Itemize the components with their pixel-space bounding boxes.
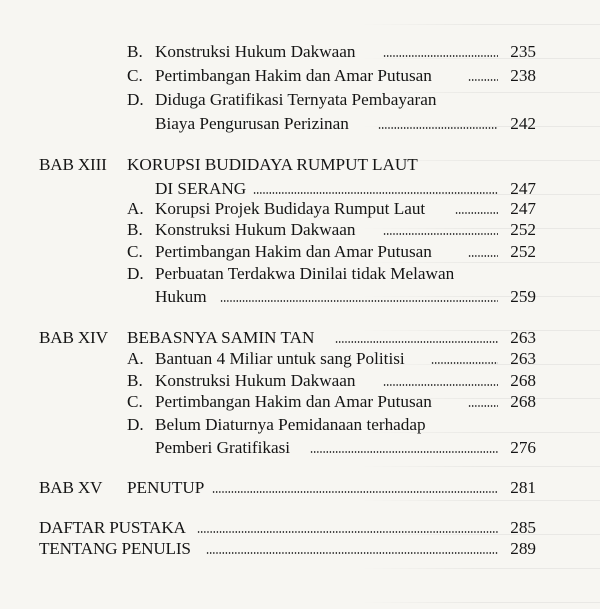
dot-leader bbox=[383, 384, 498, 386]
entry-title-continued: Pemberi Gratifikasi bbox=[155, 438, 291, 457]
dot-leader bbox=[468, 255, 498, 257]
entry-title-continued: Biaya Pengurusan Perizinan bbox=[155, 114, 349, 133]
entry-page-number: 235 bbox=[510, 42, 536, 61]
section-page-number: 285 bbox=[510, 518, 536, 537]
entry-title-continued: Hukum bbox=[155, 287, 207, 306]
chapter-label: BAB XIV bbox=[39, 328, 108, 347]
dot-leader bbox=[220, 300, 498, 302]
dot-leader bbox=[212, 491, 498, 493]
chapter-label: BAB XIII bbox=[39, 155, 107, 174]
entry-letter: C. bbox=[127, 392, 143, 411]
toc-entry-xii-d-line1[interactable] bbox=[0, 87, 600, 113]
entry-letter: B. bbox=[127, 42, 143, 61]
entry-title: Konstruksi Hukum Dakwaan bbox=[155, 220, 356, 239]
entry-letter: C. bbox=[127, 242, 143, 261]
entry-page-number: 247 bbox=[510, 199, 536, 218]
toc-entry-xiv-d-line2[interactable] bbox=[0, 435, 600, 461]
entry-letter: A. bbox=[127, 349, 144, 368]
entry-page-number: 242 bbox=[510, 114, 536, 133]
toc-entry-xii-d-line2[interactable] bbox=[0, 111, 600, 137]
entry-letter: D. bbox=[127, 415, 144, 434]
entry-title: Konstruksi Hukum Dakwaan bbox=[155, 371, 356, 390]
chapter-title: BEBASNYA SAMIN TAN bbox=[127, 328, 315, 347]
entry-letter: B. bbox=[127, 371, 143, 390]
chapter-page-number: 281 bbox=[510, 478, 536, 497]
entry-letter: D. bbox=[127, 90, 144, 109]
entry-page-number: 268 bbox=[510, 392, 536, 411]
toc-chapter-xiii-line1[interactable] bbox=[0, 152, 600, 178]
dot-leader bbox=[378, 127, 498, 129]
chapter-title: KORUPSI BUDIDAYA RUMPUT LAUT bbox=[127, 155, 418, 174]
entry-title: Korupsi Projek Budidaya Rumput Laut bbox=[155, 199, 426, 218]
dot-leader bbox=[468, 79, 498, 81]
entry-page-number: 238 bbox=[510, 66, 536, 85]
entry-page-number: 252 bbox=[510, 242, 536, 261]
entry-title: Perbuatan Terdakwa Dinilai tidak Melawan bbox=[155, 264, 455, 283]
entry-page-number: 268 bbox=[510, 371, 536, 390]
dot-leader bbox=[383, 233, 498, 235]
section-page-number: 289 bbox=[510, 539, 536, 558]
dot-leader bbox=[468, 405, 498, 407]
chapter-page-number: 263 bbox=[510, 328, 536, 347]
entry-title: Pertimbangan Hakim dan Amar Putusan bbox=[155, 242, 432, 261]
entry-title: Diduga Gratifikasi Ternyata Pembayaran bbox=[155, 90, 437, 109]
chapter-title-continued: DI SERANG bbox=[155, 179, 247, 198]
entry-letter: D. bbox=[127, 264, 144, 283]
dot-leader bbox=[431, 362, 498, 364]
entry-title: Belum Diaturnya Pemidanaan terhadap bbox=[155, 415, 426, 434]
entry-page-number: 252 bbox=[510, 220, 536, 239]
chapter-title: PENUTUP bbox=[127, 478, 205, 497]
toc-entry-xiii-d-line2[interactable] bbox=[0, 284, 600, 310]
entry-letter: C. bbox=[127, 66, 143, 85]
section-title: DAFTAR PUSTAKA bbox=[39, 518, 186, 537]
toc-entry-xii-c[interactable] bbox=[0, 63, 600, 89]
entry-page-number: 276 bbox=[510, 438, 536, 457]
dot-leader bbox=[310, 451, 498, 453]
dot-leader bbox=[455, 212, 498, 214]
toc-tentang-penulis[interactable] bbox=[0, 536, 600, 562]
entry-page-number: 259 bbox=[510, 287, 536, 306]
entry-title: Pertimbangan Hakim dan Amar Putusan bbox=[155, 66, 432, 85]
entry-letter: B. bbox=[127, 220, 143, 239]
section-title: TENTANG PENULIS bbox=[39, 539, 191, 558]
entry-title: Konstruksi Hukum Dakwaan bbox=[155, 42, 356, 61]
dot-leader bbox=[253, 192, 498, 194]
entry-letter: A. bbox=[127, 199, 144, 218]
toc-chapter-xv[interactable] bbox=[0, 475, 600, 501]
entry-page-number: 263 bbox=[510, 349, 536, 368]
toc-entry-xii-b[interactable] bbox=[0, 39, 600, 65]
dot-leader bbox=[383, 55, 498, 57]
chapter-page-number: 247 bbox=[510, 179, 536, 198]
entry-title: Pertimbangan Hakim dan Amar Putusan bbox=[155, 392, 432, 411]
dot-leader bbox=[206, 552, 498, 554]
dot-leader bbox=[197, 531, 498, 533]
dot-leader bbox=[335, 341, 498, 343]
chapter-label: BAB XV bbox=[39, 478, 103, 497]
entry-title: Bantuan 4 Miliar untuk sang Politisi bbox=[155, 349, 405, 368]
